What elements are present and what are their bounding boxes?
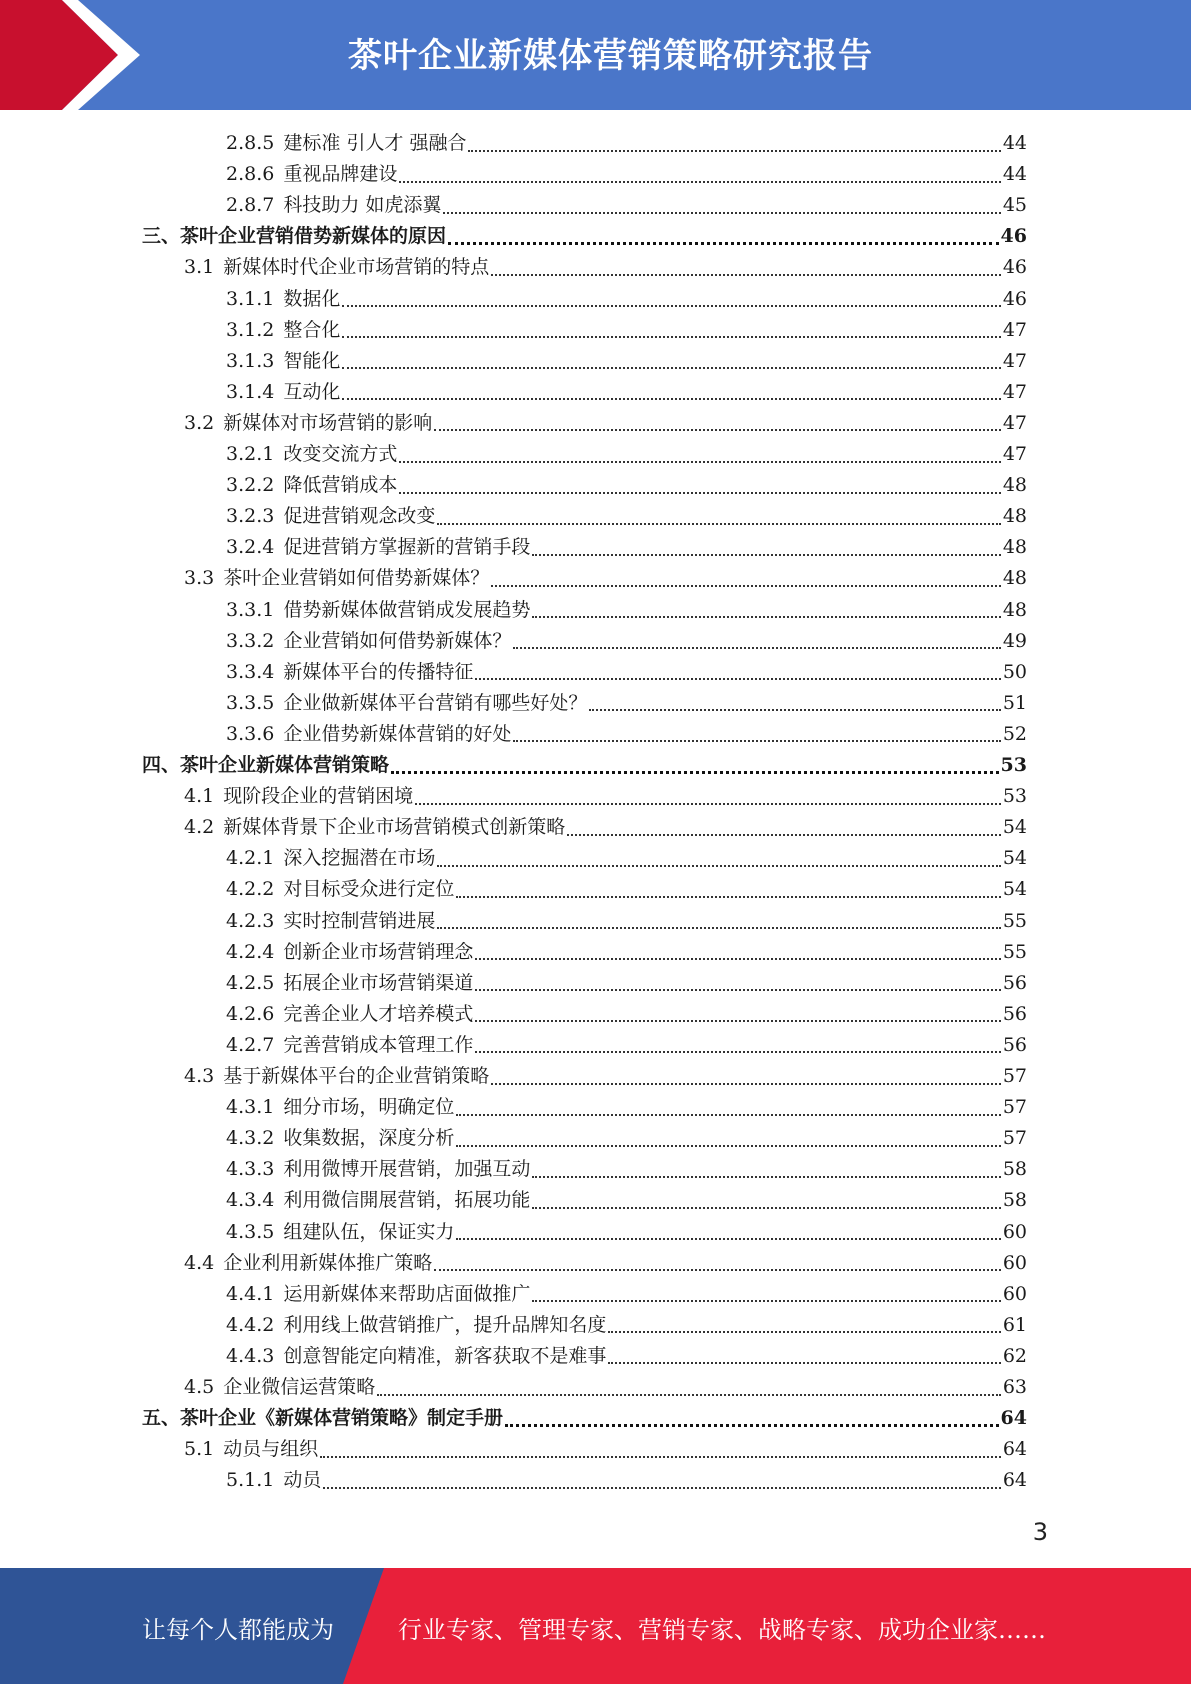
toc-entry-page: 45 — [1002, 194, 1027, 217]
toc-entry-title: 五、茶叶企业《新媒体营销策略》制定手册 — [142, 1407, 504, 1430]
toc-entry-page: 54 — [1002, 816, 1027, 839]
toc-leader-dots — [456, 1114, 1000, 1116]
toc-entry-title: 借势新媒体做营销成发展趋势 — [283, 598, 531, 621]
toc-entry-number: 4.3.1 — [226, 1096, 275, 1119]
toc-entry[interactable] — [226, 1123, 1027, 1154]
toc-entry-title: 企业营销如何借势新媒体？ — [283, 629, 512, 652]
toc-entry-number: 3.1.2 — [226, 318, 275, 341]
toc-entry-number: 4.2.5 — [226, 971, 275, 994]
toc-leader-dots — [391, 771, 999, 774]
toc-entry-title: 创意智能定向精准，新客获取不是难事 — [283, 1344, 607, 1367]
toc-leader-dots — [468, 150, 1000, 152]
toc-entry-title: 实时控制营销进展 — [283, 909, 436, 932]
toc-entry[interactable] — [226, 501, 1027, 532]
toc-entry[interactable] — [184, 1248, 1027, 1279]
toc-entry-page: 46 — [1002, 287, 1027, 310]
toc-entry-page: 58 — [1002, 1158, 1027, 1181]
toc-entry-number: 4.4.1 — [226, 1282, 275, 1305]
toc-entry-title: 新媒体背景下企业市场营销模式创新策略 — [223, 816, 566, 839]
toc-leader-dots — [443, 212, 1000, 214]
toc-entry-title: 细分市场，明确定位 — [283, 1096, 455, 1119]
toc-entry-page: 47 — [1002, 443, 1027, 465]
page-footer — [0, 1568, 1191, 1684]
toc-entry[interactable] — [226, 1092, 1027, 1123]
toc-leader-dots — [342, 336, 1000, 338]
toc-entry[interactable] — [226, 439, 1027, 470]
toc-entry-title: 科技助力 如虎添翼 — [283, 194, 442, 217]
toc-entry[interactable] — [226, 284, 1027, 315]
toc-entry-number: 3.1.3 — [226, 349, 275, 372]
toc-entry[interactable] — [226, 159, 1027, 190]
toc-leader-dots — [589, 709, 1000, 711]
toc-entry-page: 60 — [1002, 1220, 1027, 1243]
toc-entry-title: 重视品牌建设 — [283, 163, 398, 186]
toc-entry-number: 3.3 — [184, 567, 215, 590]
toc-leader-dots — [323, 1487, 1000, 1489]
footer-slogan-right: 行业专家、管理专家、营销专家、战略专家、成功企业家…… — [398, 1616, 1046, 1644]
toc-entry[interactable] — [226, 688, 1027, 719]
toc-entry-page: 48 — [1002, 474, 1027, 497]
toc-entry[interactable] — [226, 315, 1027, 346]
toc-entry[interactable] — [184, 781, 1027, 812]
toc-entry-number: 3.2.3 — [226, 505, 275, 528]
toc-leader-dots — [448, 242, 999, 245]
toc-leader-dots — [491, 274, 1001, 276]
toc-entry-number: 3.2.1 — [226, 443, 275, 465]
toc-entry-title: 降低营销成本 — [283, 474, 398, 497]
toc-entry[interactable] — [226, 719, 1027, 750]
toc-entry-number: 4.2.7 — [226, 1033, 275, 1056]
toc-entry-page: 48 — [1002, 505, 1027, 528]
toc-entry-title: 基于新媒体平台的企业营销策略 — [223, 1065, 490, 1087]
toc-leader-dots — [513, 647, 1000, 649]
toc-leader-dots — [475, 1020, 1000, 1022]
toc-entry-page: 63 — [1002, 1376, 1027, 1398]
toc-entry[interactable] — [226, 1341, 1027, 1372]
toc-entry-page: 47 — [1002, 411, 1027, 434]
toc-entry-title: 利用微博开展营销，加强互动 — [283, 1158, 531, 1181]
toc-entry-page: 54 — [1002, 847, 1027, 870]
toc-entry[interactable] — [226, 128, 1027, 159]
toc-entry-title: 新媒体平台的传播特征 — [283, 660, 474, 683]
toc-entry-page: 64 — [1000, 1407, 1027, 1430]
toc-entry[interactable] — [226, 1310, 1027, 1341]
toc-entry[interactable] — [226, 190, 1027, 221]
toc-entry[interactable] — [226, 968, 1027, 999]
toc-leader-dots — [532, 554, 1000, 556]
toc-entry[interactable] — [184, 563, 1027, 594]
toc-entry-number: 4.5 — [184, 1376, 215, 1398]
toc-entry[interactable] — [226, 1465, 1027, 1496]
toc-entry-page: 56 — [1002, 971, 1027, 994]
toc-entry-number: 3.2.2 — [226, 474, 275, 497]
toc-entry-number: 4.2.6 — [226, 1002, 275, 1025]
toc-entry[interactable] — [184, 1061, 1027, 1092]
toc-entry-page: 61 — [1002, 1313, 1027, 1336]
toc-entry-title: 新媒体时代企业市场营销的特点 — [223, 256, 490, 279]
toc-entry-page: 47 — [1002, 318, 1027, 341]
toc-entry[interactable] — [142, 221, 1027, 252]
toc-entry-number: 4.3.2 — [226, 1127, 275, 1150]
toc-entry-number: 3.3.5 — [226, 691, 275, 714]
toc-leader-dots — [434, 1269, 1001, 1271]
toc-leader-dots — [475, 958, 1000, 960]
toc-entry-title: 完善营销成本管理工作 — [283, 1033, 474, 1056]
toc-leader-dots — [399, 461, 1000, 463]
toc-entry-number: 4.2.3 — [226, 909, 275, 932]
toc-entry-number: 3.2 — [184, 411, 215, 434]
toc-entry[interactable] — [226, 999, 1027, 1030]
toc-entry[interactable] — [142, 1403, 1027, 1434]
toc-entry-number: 3.3.2 — [226, 629, 275, 652]
toc-entry-number: 4.2.1 — [226, 847, 275, 870]
toc-entry[interactable] — [226, 1154, 1027, 1185]
toc-entry-title: 数据化 — [283, 287, 341, 310]
toc-leader-dots — [456, 1145, 1000, 1147]
toc-entry[interactable] — [184, 812, 1027, 843]
toc-leader-dots — [532, 1300, 1000, 1302]
toc-entry[interactable] — [226, 595, 1027, 626]
toc-leader-dots — [475, 989, 1000, 991]
toc-entry[interactable] — [226, 346, 1027, 377]
toc-leader-dots — [399, 181, 1000, 183]
toc-leader-dots — [567, 834, 1001, 836]
toc-leader-dots — [491, 585, 1001, 587]
toc-entry-number: 4.3.3 — [226, 1158, 275, 1181]
toc-entry-number: 3.1 — [184, 256, 215, 279]
toc-entry-page: 50 — [1002, 660, 1027, 683]
toc-entry[interactable] — [226, 657, 1027, 688]
toc-entry-page: 60 — [1002, 1251, 1027, 1274]
toc-leader-dots — [456, 896, 1000, 898]
toc-entry[interactable] — [184, 408, 1027, 439]
toc-entry-page: 57 — [1002, 1065, 1027, 1087]
toc-leader-dots — [415, 803, 1001, 805]
toc-entry-number: 4.3.4 — [226, 1189, 275, 1212]
toc-leader-dots — [437, 523, 1000, 525]
toc-entry-title: 互动化 — [283, 380, 341, 403]
toc-entry-title: 完善企业人才培养模式 — [283, 1002, 474, 1025]
toc-leader-dots — [475, 1051, 1000, 1053]
toc-entry-number: 5.1.1 — [226, 1469, 275, 1492]
toc-entry[interactable] — [226, 906, 1027, 937]
toc-entry-page: 48 — [1002, 567, 1027, 590]
toc-entry-title: 智能化 — [283, 349, 341, 372]
toc-entry-number: 3.1.4 — [226, 380, 275, 403]
toc-entry-number: 2.8.5 — [226, 132, 275, 154]
toc-entry-title: 对目标受众进行定位 — [283, 878, 455, 901]
toc-entry-title: 现阶段企业的营销困境 — [223, 785, 414, 808]
toc-entry-page: 46 — [1000, 225, 1027, 248]
toc-entry-title: 整合化 — [283, 318, 341, 341]
toc-entry-title: 企业做新媒体平台营销有哪些好处？ — [283, 691, 588, 714]
toc-leader-dots — [320, 1456, 1001, 1458]
toc-entry-number: 3.3.4 — [226, 660, 275, 683]
toc-entry[interactable] — [226, 1030, 1027, 1061]
toc-entry-number: 4.2 — [184, 816, 215, 839]
toc-entry-title: 企业借势新媒体营销的好处 — [283, 722, 512, 745]
toc-leader-dots — [532, 1176, 1000, 1178]
toc-entry-title: 企业微信运营策略 — [223, 1376, 376, 1398]
toc-entry-page: 53 — [1000, 754, 1027, 776]
toc-entry-number: 4.4.3 — [226, 1344, 275, 1367]
toc-leader-dots — [456, 1238, 1000, 1240]
toc-entry-number: 3.2.4 — [226, 536, 275, 559]
page-header — [0, 0, 1191, 110]
toc-entry-number: 3.1.1 — [226, 287, 275, 310]
toc-entry-page: 58 — [1002, 1189, 1027, 1212]
toc-leader-dots — [608, 1362, 1000, 1364]
toc-entry-page: 51 — [1002, 691, 1027, 714]
toc-entry[interactable] — [226, 1279, 1027, 1310]
toc-entry[interactable] — [226, 843, 1027, 874]
toc-entry-number: 2.8.6 — [226, 163, 275, 186]
toc-leader-dots — [377, 1394, 1001, 1396]
toc-leader-dots — [513, 740, 1000, 742]
toc-entry-title: 利用微信開展营销，拓展功能 — [283, 1189, 531, 1212]
toc-entry-number: 4.2.4 — [226, 940, 275, 963]
toc-entry-page: 44 — [1002, 132, 1027, 154]
toc-entry-number: 4.3.5 — [226, 1220, 275, 1243]
toc-entry-page: 64 — [1002, 1438, 1027, 1461]
toc-entry-title: 创新企业市场营销理念 — [283, 940, 474, 963]
toc-entry-number: 3.3.1 — [226, 598, 275, 621]
toc-entry-title: 企业利用新媒体推广策略 — [223, 1251, 433, 1274]
toc-entry-title: 建标准 引人才 强融合 — [283, 132, 467, 154]
toc-entry-title: 运用新媒体来帮助店面做推广 — [283, 1282, 531, 1305]
toc-leader-dots — [532, 616, 1000, 618]
toc-entry-page: 54 — [1002, 878, 1027, 901]
toc-leader-dots — [342, 367, 1000, 369]
toc-leader-dots — [608, 1331, 1000, 1333]
toc-entry-page: 64 — [1002, 1469, 1027, 1492]
toc-leader-dots — [342, 398, 1000, 400]
toc-entry-title: 改变交流方式 — [283, 443, 398, 465]
footer-slogan-left: 让每个人都能成为 — [142, 1616, 334, 1644]
toc-entry-title: 收集数据，深度分析 — [283, 1127, 455, 1150]
toc-entry[interactable] — [226, 1217, 1027, 1248]
toc-entry-number: 4.4 — [184, 1251, 215, 1274]
toc-entry-number: 4.3 — [184, 1065, 215, 1087]
toc-entry-number: 5.1 — [184, 1438, 215, 1461]
toc-leader-dots — [342, 305, 1000, 307]
toc-entry[interactable] — [226, 470, 1027, 501]
toc-entry-number: 4.1 — [184, 785, 215, 808]
toc-leader-dots — [437, 927, 1000, 929]
toc-entry-title: 组建队伍，保证实力 — [283, 1220, 455, 1243]
toc-entry-page: 48 — [1002, 536, 1027, 559]
toc-entry-title: 促进营销观念改变 — [283, 505, 436, 528]
toc-entry-page: 47 — [1002, 380, 1027, 403]
toc-entry[interactable] — [226, 532, 1027, 563]
toc-entry-page: 48 — [1002, 598, 1027, 621]
toc-entry[interactable] — [226, 1185, 1027, 1216]
toc-entry-title: 动员与组织 — [223, 1438, 319, 1461]
toc-entry-page: 55 — [1002, 940, 1027, 963]
toc-entry[interactable] — [184, 1372, 1027, 1403]
toc-entry-number: 2.8.7 — [226, 194, 275, 217]
toc-entry[interactable] — [226, 377, 1027, 408]
toc-entry-page: 44 — [1002, 163, 1027, 186]
report-title: 茶叶企业新媒体营销策略研究报告 — [348, 36, 873, 76]
toc-entry[interactable] — [226, 937, 1027, 968]
toc-entry-page: 57 — [1002, 1096, 1027, 1119]
toc-entry-page: 56 — [1002, 1033, 1027, 1056]
toc-entry-page: 57 — [1002, 1127, 1027, 1150]
toc-entry-title: 促进营销方掌握新的营销手段 — [283, 536, 531, 559]
toc-entry-page: 46 — [1002, 256, 1027, 279]
toc-leader-dots — [505, 1424, 999, 1427]
toc-leader-dots — [491, 1083, 1001, 1085]
toc-entry-number: 4.4.2 — [226, 1313, 275, 1336]
toc-entry-page: 55 — [1002, 909, 1027, 932]
toc-entry-number: 4.2.2 — [226, 878, 275, 901]
toc-leader-dots — [399, 492, 1000, 494]
page-number: 3 — [1032, 1518, 1048, 1546]
toc-entry-title: 四、茶叶企业新媒体营销策略 — [142, 754, 390, 776]
toc-entry-title: 深入挖掘潜在市场 — [283, 847, 436, 870]
toc-entry-page: 62 — [1002, 1344, 1027, 1367]
toc-entry-page: 49 — [1002, 629, 1027, 652]
toc-leader-dots — [434, 429, 1001, 431]
toc-entry[interactable] — [226, 626, 1027, 657]
toc-leader-dots — [532, 1207, 1000, 1209]
toc-entry-title: 动员 — [283, 1469, 322, 1492]
toc-entry[interactable] — [142, 750, 1027, 781]
toc-leader-dots — [437, 865, 1000, 867]
toc-entry-title: 新媒体对市场营销的影响 — [223, 411, 433, 434]
toc-entry-number: 3.3.6 — [226, 722, 275, 745]
toc-entry[interactable] — [184, 252, 1027, 283]
toc-entry-page: 52 — [1002, 722, 1027, 745]
toc-entry-page: 60 — [1002, 1282, 1027, 1305]
toc-entry-page: 53 — [1002, 785, 1027, 808]
toc-entry-title: 拓展企业市场营销渠道 — [283, 971, 474, 994]
toc-entry-title: 茶叶企业营销如何借势新媒体？ — [223, 567, 490, 590]
toc-entry-page: 56 — [1002, 1002, 1027, 1025]
toc-entry-title: 三、茶叶企业营销借势新媒体的原因 — [142, 225, 447, 248]
toc-entry-page: 47 — [1002, 349, 1027, 372]
toc-entry[interactable] — [226, 874, 1027, 905]
toc-entry[interactable] — [184, 1434, 1027, 1465]
toc-entry-title: 利用线上做营销推广，提升品牌知名度 — [283, 1313, 607, 1336]
toc-leader-dots — [475, 678, 1000, 680]
